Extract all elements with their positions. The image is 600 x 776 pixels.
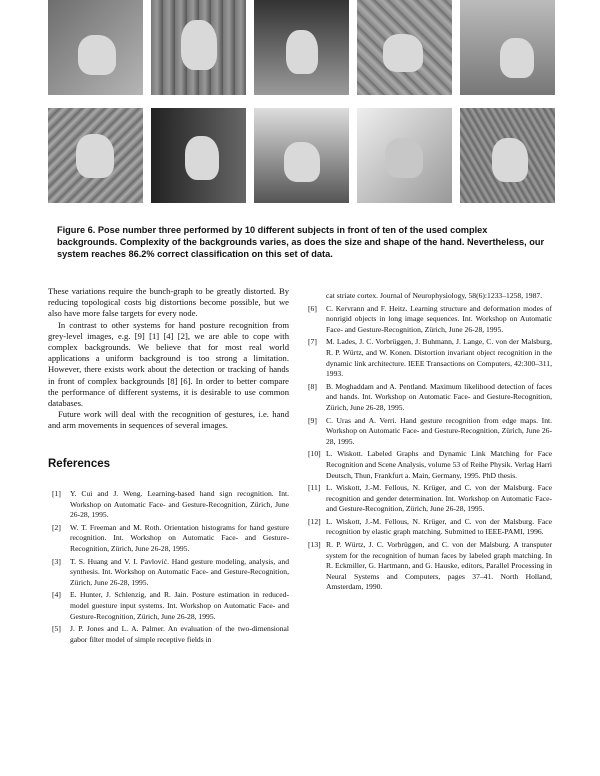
reference-continuation: cat striate cortex. Journal of Neurophysiology, 58(6):1233–1258, 1987.	[326, 291, 543, 300]
figure-6	[48, 0, 555, 204]
paragraph: Future work will deal with the recognition of gestures, i.e. hand and arm movements in sequences of several images.	[48, 409, 289, 431]
references-right	[308, 291, 552, 595]
body-text	[48, 286, 289, 432]
reference-item: [2] W. T. Freeman and M. Roth. Orientation histograms for hand gesture recognition. Int. Workshop on Automatic Face- and Gesture-Recognition, Zürich, June 26-28, 1995.	[52, 522, 289, 553]
figure-image-6	[48, 108, 143, 203]
figure-caption: Figure 6. Pose number three performed by 10 different subjects in front of ten of the used complex backgrounds. Complexity of the backgrounds varies, as does the size and shape of the hand. Nevertheless, our system reaches 86.2% correct classification on this set of data.	[57, 225, 545, 259]
reference-item: [4] E. Hunter, J. Schlenzig, and R. Jain. Posture estimation in reduced-model guesture input systems. Int. Workshop on Automatic Face- and Gesture-Recognition, Zürich, June 26-28, 1995.	[52, 590, 289, 621]
figure-image-7	[151, 108, 246, 203]
reference-item: [6] C. Kervrann and F. Heitz. Learning structure and deformation modes of nonrigid objects in long image sequences. Int. Workshop on Automatic Face- and Gesture-Recognition, Zürich, June 26-28, 1995.	[308, 303, 552, 334]
figure-image-10	[460, 108, 555, 203]
reference-item: [10] L. Wiskott. Labeled Graphs and Dynamic Link Matching for Face Recognition and Scene Analysis, volume 53 of Reihe Physik. Verlag Harri Deutsch, Thun, Frankfurt a. Main, Germany, 1995. PhD thesis.	[308, 449, 552, 480]
figure-image-4	[357, 0, 452, 95]
reference-item: [8] B. Moghaddam and A. Pentland. Maximum likelihood detection of faces and hands. Int. Workshop on Automatic Face- and Gesture-Recognition, Zürich, June 26-28, 1995.	[308, 381, 552, 412]
reference-item: [3] T. S. Huang and V. I. Pavlović. Hand gesture modeling, analysis, and synthesis. Int. Workshop on Automatic Face- and Gesture-Recognition, Zürich, June 26-28, 1995.	[52, 556, 289, 587]
figure-image-2	[151, 0, 246, 95]
paragraph: In contrast to other systems for hand posture recognition from grey-level images, e.g. [9] [1] [4] [2], we are able to cope with complex backgrounds. We believe that for most real world applications a uniform background is too strong a limitation. However, there exists work about the detection or tracking of hands in front of complex backgrounds [8] [6]. In order to better compare the performance of different systems, it is desirable to use common databases.	[48, 319, 289, 409]
references-heading: References	[48, 458, 111, 470]
figure-image-3	[254, 0, 349, 95]
reference-item: [11] L. Wiskott, J.-M. Fellous, N. Krüger, and C. von der Malsburg. Face recognition and gender determination. Int. Workshop on Automatic Face- and Gesture-Recognition, Zürich, June 26-28, 1995.	[308, 483, 552, 514]
figure-image-9	[357, 108, 452, 203]
reference-item: [12] L. Wiskott, J.-M. Fellous, N. Krüger, and C. von der Malsburg. Face recognition by elastic graph matching. Submitted to IEEE-PAMI, 1996.	[308, 516, 552, 537]
paragraph: These variations require the bunch-graph to be greatly distorted. By reducing topological costs big distortions become possible, but we also have more false targets for every node.	[48, 286, 289, 319]
figure-image-5	[460, 0, 555, 95]
figure-image-1	[48, 0, 143, 95]
reference-item: [13] R. P. Würtz, J. C. Vorbrüggen, and C. von der Malsburg. A transputer system for the recognition of human faces by labeled graph matching. In R. Eckmiller, G. Hartmann, and G. Hauske, editors, Parallel Processing in Neural Systems and Computers, pages 37–41. North Holland, Amsterdam, 1990.	[308, 540, 552, 592]
references-left	[52, 489, 289, 647]
reference-item: [9] C. Uras and A. Verri. Hand gesture recognition from edge maps. Int. Workshop on Automatic Face- and Gesture-Recognition, Zürich, June 26-28, 1995.	[308, 415, 552, 446]
figure-image-8	[254, 108, 349, 203]
reference-item: [1] Y. Cui and J. Weng. Learning-based hand sign recognition. Int. Workshop on Automatic Face- and Gesture-Recognition, Zürich, June 26-28, 1995.	[52, 489, 289, 520]
reference-item: [7] M. Lades, J. C. Vorbrüggen, J. Buhmann, J. Lange, C. von der Malsburg, R. P. Würtz, and W. Konen. Distortion invariant object recognition in the dynamic link architecture. IEEE Transactions on Computers, 42:300–311, 1993.	[308, 337, 552, 379]
reference-item: [5] J. P. Jones and L. A. Palmer. An evaluation of the two-dimensional gabor filter model of simple receptive fields in	[52, 624, 289, 644]
